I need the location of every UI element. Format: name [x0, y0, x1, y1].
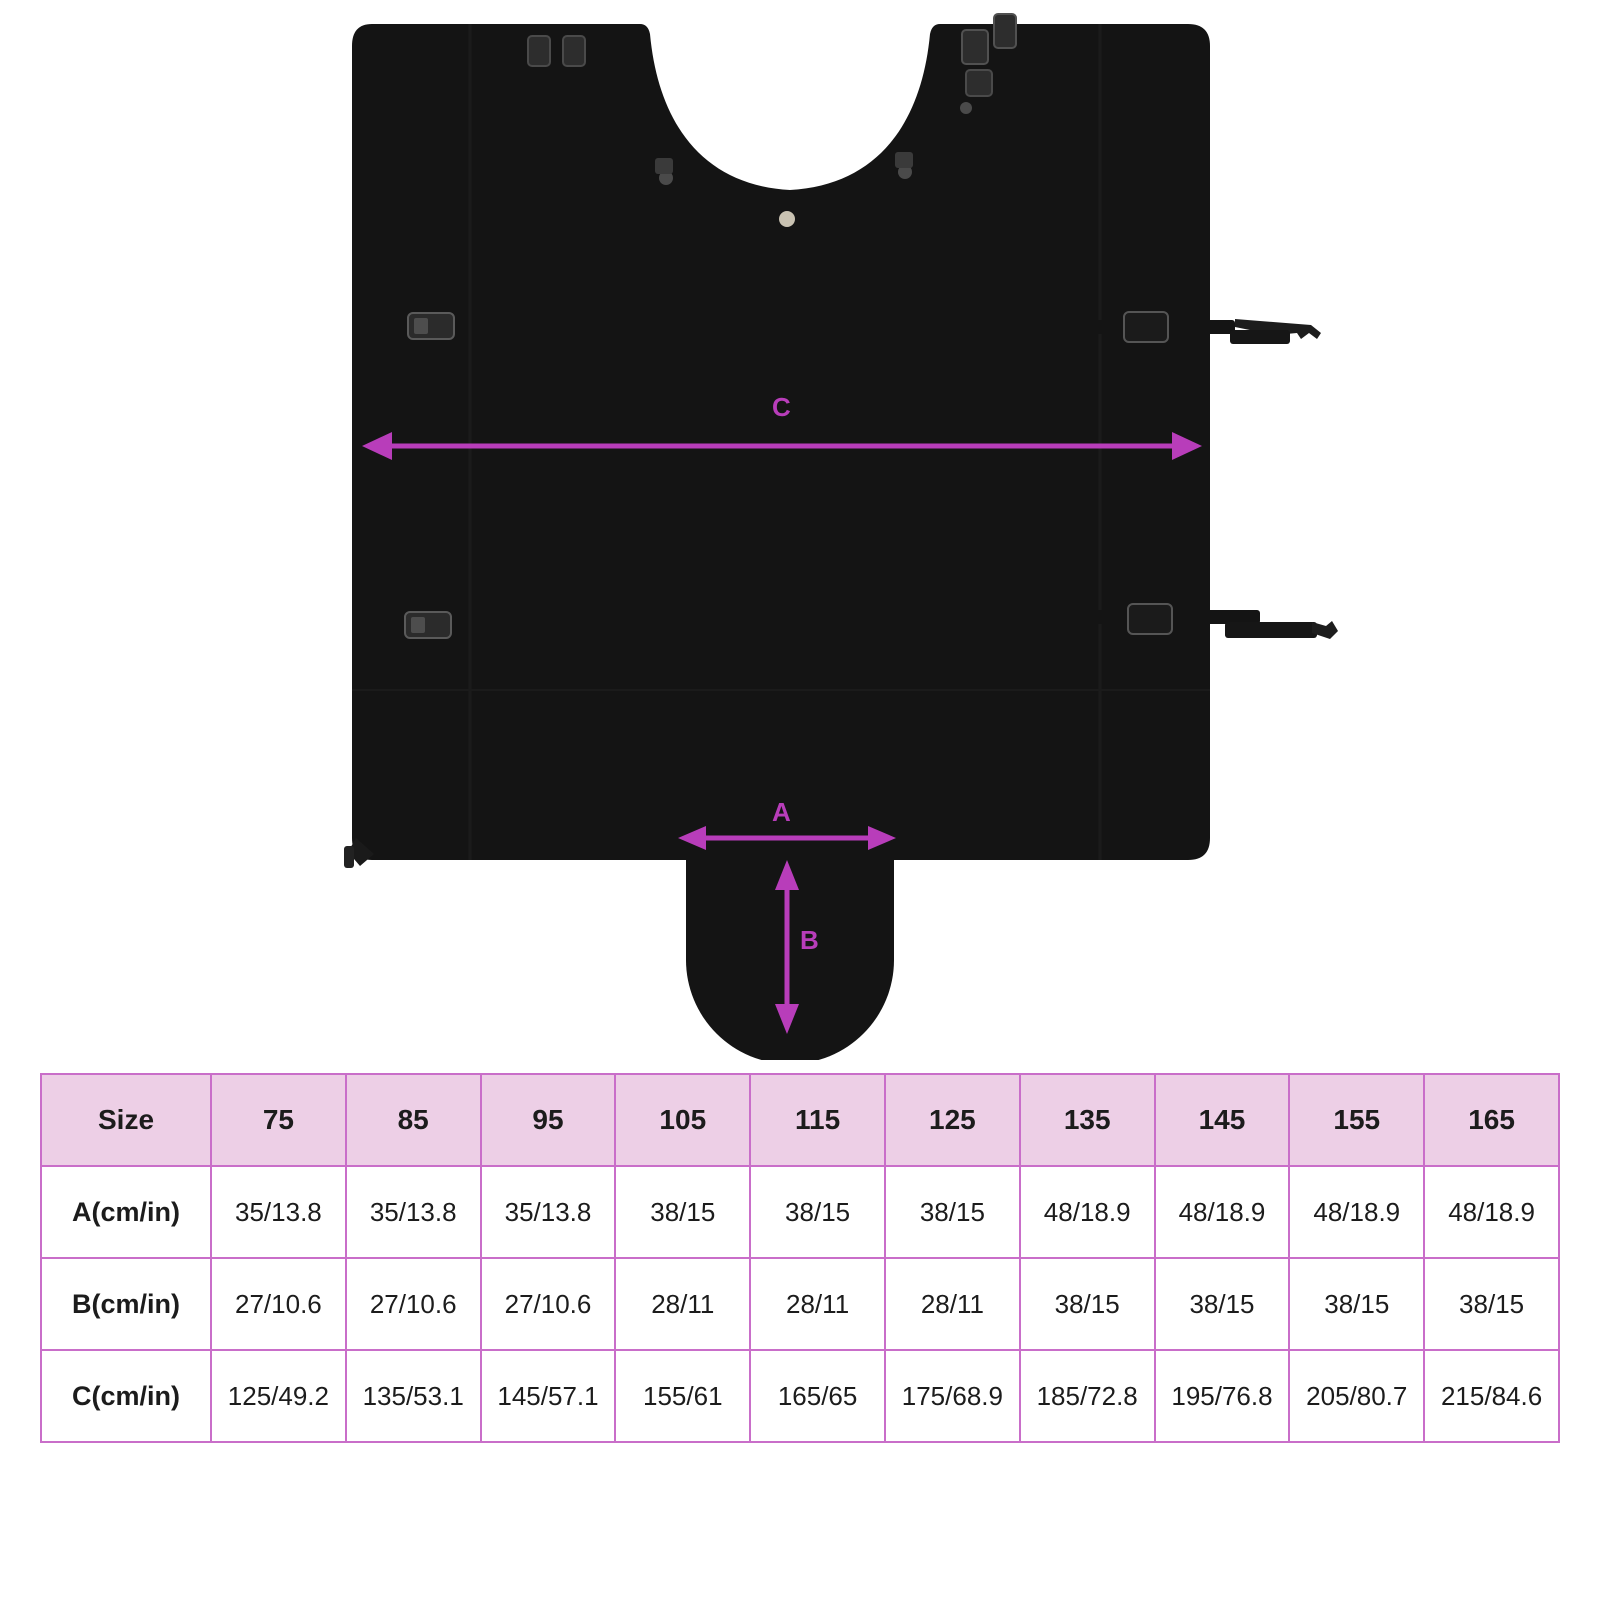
table-cell: 35/13.8	[346, 1166, 481, 1258]
table-cell: 38/15	[1155, 1258, 1290, 1350]
table-header-cell: 125	[885, 1074, 1020, 1166]
table-cell: 28/11	[885, 1258, 1020, 1350]
table-header-cell: 115	[750, 1074, 885, 1166]
table-header-cell: 85	[346, 1074, 481, 1166]
table-header-cell: 95	[481, 1074, 616, 1166]
table-cell: 155/61	[615, 1350, 750, 1442]
table-cell: 35/13.8	[481, 1166, 616, 1258]
table-header-row	[41, 1074, 1559, 1166]
table-cell: 205/80.7	[1289, 1350, 1424, 1442]
table-row	[41, 1258, 1559, 1350]
table-row	[41, 1166, 1559, 1258]
table-cell: 27/10.6	[346, 1258, 481, 1350]
table-cell: 195/76.8	[1155, 1350, 1290, 1442]
row-label-c: C(cm/in)	[41, 1350, 211, 1442]
table-cell: 28/11	[750, 1258, 885, 1350]
table-cell: 215/84.6	[1424, 1350, 1559, 1442]
table-header-cell: 155	[1289, 1074, 1424, 1166]
table-header-cell: 145	[1155, 1074, 1290, 1166]
row-label-a: A(cm/in)	[41, 1166, 211, 1258]
table-cell: 27/10.6	[211, 1258, 346, 1350]
table-cell: 38/15	[1289, 1258, 1424, 1350]
table-cell: 28/11	[615, 1258, 750, 1350]
table-cell: 38/15	[1424, 1258, 1559, 1350]
dimension-label-a: A	[772, 797, 792, 827]
table-cell: 175/68.9	[885, 1350, 1020, 1442]
table-cell: 48/18.9	[1155, 1166, 1290, 1258]
table-cell: 145/57.1	[481, 1350, 616, 1442]
size-table-wrapper	[40, 1073, 1560, 1443]
table-header-cell: 105	[615, 1074, 750, 1166]
table-header-cell: 135	[1020, 1074, 1155, 1166]
row-label-b: B(cm/in)	[41, 1258, 211, 1350]
table-cell: 38/15	[1020, 1258, 1155, 1350]
table-cell: 135/53.1	[346, 1350, 481, 1442]
table-cell: 185/72.8	[1020, 1350, 1155, 1442]
table-cell: 165/65	[750, 1350, 885, 1442]
size-table	[40, 1073, 1560, 1443]
table-cell: 38/15	[885, 1166, 1020, 1258]
table-cell: 125/49.2	[211, 1350, 346, 1442]
dimension-label-c: C	[772, 392, 792, 422]
table-header-cell: Size	[41, 1074, 211, 1166]
table-cell: 27/10.6	[481, 1258, 616, 1350]
table-header-cell: 75	[211, 1074, 346, 1166]
table-cell: 35/13.8	[211, 1166, 346, 1258]
table-cell: 48/18.9	[1020, 1166, 1155, 1258]
dimension-label-b: B	[800, 925, 820, 955]
table-cell: 38/15	[750, 1166, 885, 1258]
table-cell: 48/18.9	[1289, 1166, 1424, 1258]
table-cell: 48/18.9	[1424, 1166, 1559, 1258]
table-cell: 38/15	[615, 1166, 750, 1258]
table-row	[41, 1350, 1559, 1442]
table-header-cell: 165	[1424, 1074, 1559, 1166]
cover-body	[352, 24, 1210, 1060]
